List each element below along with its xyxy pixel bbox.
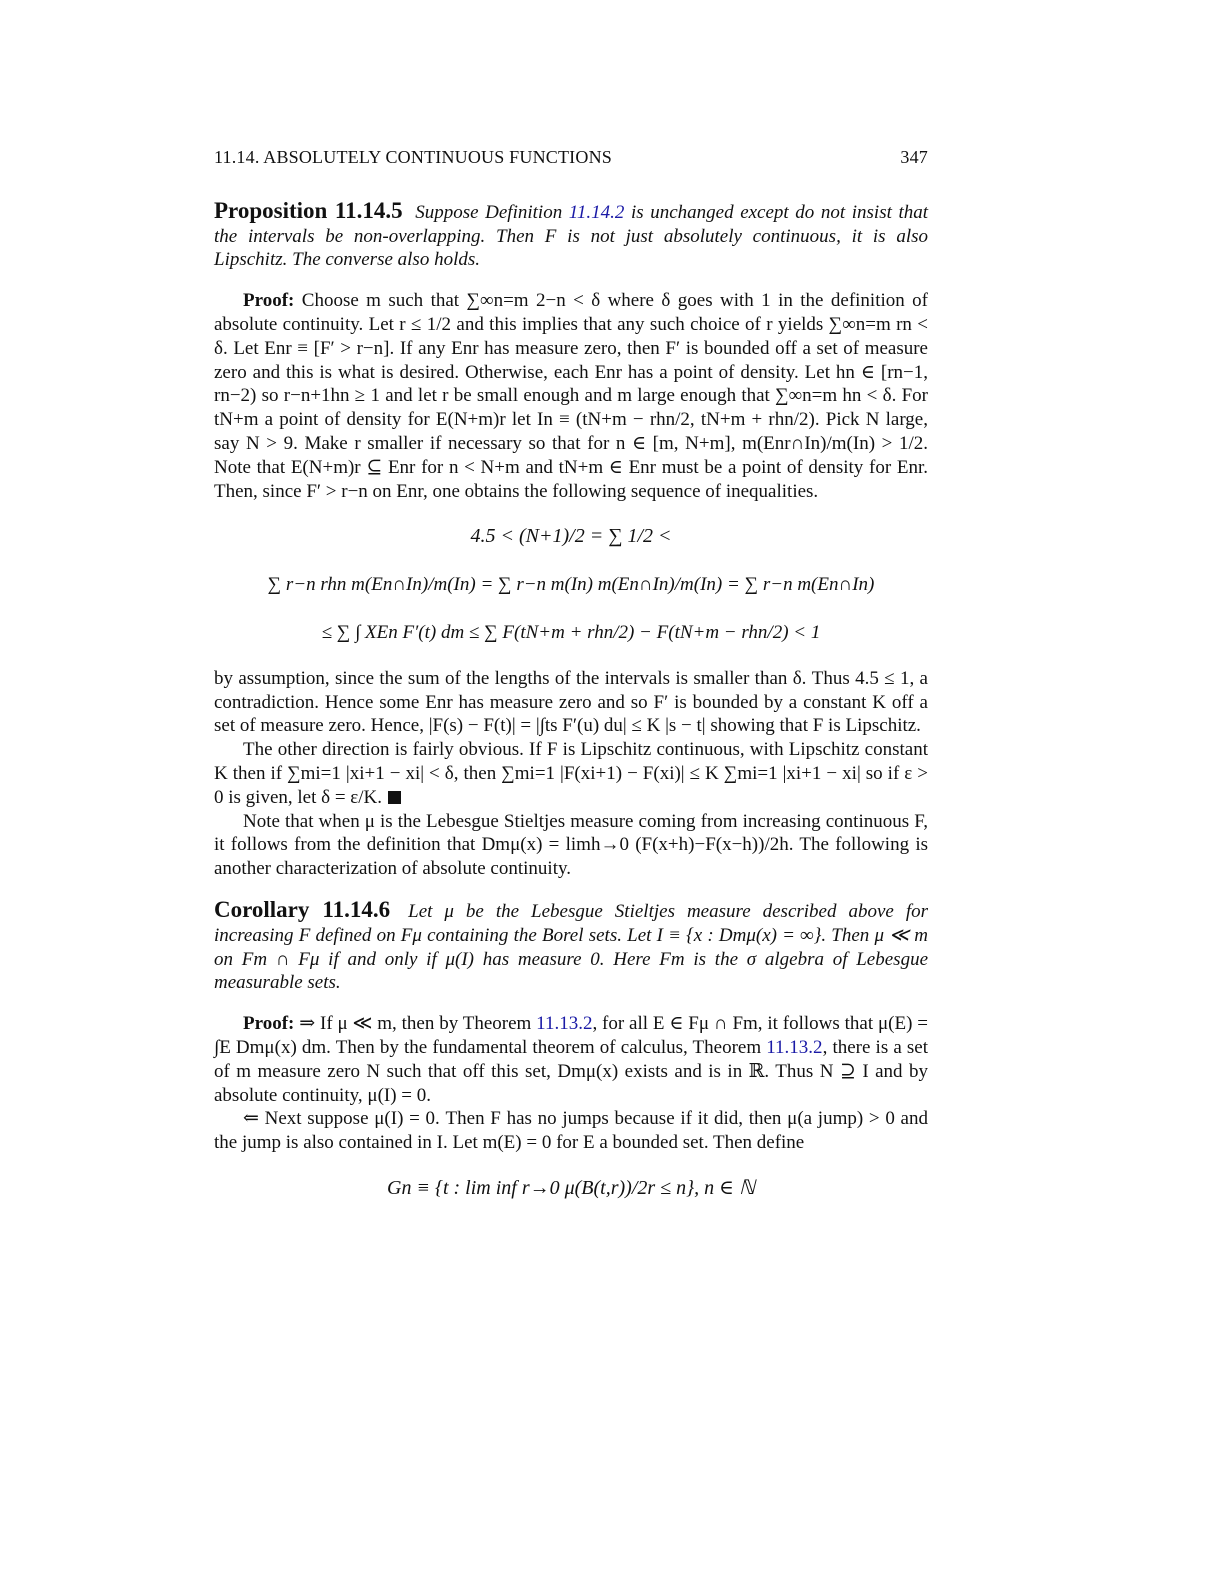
page (214, 146, 928, 1209)
qed-square-icon (388, 791, 401, 804)
proof-label: Proof: (243, 290, 295, 312)
paragraph-converse (214, 738, 928, 809)
running-header (214, 146, 928, 170)
proposition-text-a: Suppose Definition (415, 201, 569, 223)
equation-1-text: 4.5 < (N+1)/2 = ∑ 1/2 < (470, 525, 672, 548)
equation-2-text: ∑ r−n rhn m(En∩In)/m(In) = ∑ r−n m(In) m(En∩In)/m(In) = ∑ r−n m(En∩In) (267, 574, 875, 596)
equation-gn-text: Gn ≡ {t : lim inf r→0 μ(B(t,r))/2r ≤ n}, n ∈ ℕ (387, 1176, 755, 1199)
proof-paragraph-1 (214, 289, 928, 503)
definition-link[interactable]: 11.14.2 (568, 201, 625, 223)
proposition-11-14-5 (214, 199, 928, 272)
paragraph-note: Note that when μ is the Lebesgue Stieltjes measure coming from increasing continuous F, it follows from the definition that Dmμ(x) = limh→0 (F(x+h)−F(x−h))/2h. The following is another characterization of absolute continuity. (214, 810, 928, 880)
corollary-11-14-6 (214, 898, 928, 995)
proof-text-1: Choose m such that ∑∞n=m 2−n < δ where δ goes with 1 in the definition of absolute continuity. Let r ≤ 1/2 and this implies that any such choice of r yields ∑∞n=m rn < δ. Let Enr ≡ [F′ > r−n]. If any Enr has measure zero, then F′ is bounded off a set of measure zero and this is what is desired. Otherwise, each Enr has a point of density. Let hn ∈ [rn−1, rn−2) so r−n+1hn ≥ 1 and let r be small enough and m large enough that ∑∞n=m hn < δ. For tN+m a point of density for E(N+m)r let In ≡ (tN+m − rhn/2, tN+m + rhn/2). Pick N large, say N > 9. Make r smaller if necessary so that for n ∈ [m, N+m], m(Enr∩In)/m(In) > 1/2. Note that E(N+m)r ⊆ Enr for n < N+m and tN+m ∈ Enr must be a point of density for Enr. Then, since F′ > r−n on Enr, one obtains the following sequence of inequalities. (214, 290, 928, 502)
converse-text: The other direction is fairly obvious. If F is Lipschitz continuous, with Lipschitz constant K then if ∑mi=1 |xi+1 − xi| < δ, then ∑mi=1 |F(xi+1) − F(xi)| ≤ K ∑mi=1 |xi+1 − xi| so if ε > 0 is given, let δ = ε/K. (214, 739, 928, 808)
theorem-link-1[interactable]: 11.13.2 (536, 1013, 593, 1035)
proposition-label: Proposition 11.14.5 (214, 197, 403, 223)
paragraph-after-inequalities: by assumption, since the sum of the lengths of the intervals is smaller than δ. Thus 4.5 ≤ 1, a contradiction. Hence some Enr has measure zero and so F′ is bounded by a constant K off a set of measure zero. Hence, |F(s) − F(t)| = |∫ts F′(u) du| ≤ K |s − t| showing that F is Lipschitz. (214, 667, 928, 737)
equation-1 (214, 525, 928, 549)
corollary-label: Corollary 11.14.6 (214, 896, 391, 922)
proof-2-label: Proof: (243, 1013, 295, 1035)
proof-paragraph-2 (214, 1012, 928, 1107)
theorem-link-2[interactable]: 11.13.2 (766, 1036, 823, 1058)
equation-3 (214, 621, 928, 645)
corollary-text: Let μ be the Lebesgue Stieltjes measure described above for increasing F defined on Fμ containing the Borel sets. Let I ≡ {x : Dmμ(x) = ∞}. Then μ ≪ m on Fm ∩ Fμ if and only if μ(I) has measure 0. Here Fm is the σ algebra of Lebesgue measurable sets. (214, 900, 929, 994)
page-number: 347 (900, 147, 928, 167)
proposition-text-b: is unchanged except do not insist that the intervals be non-overlapping. Then F is not just absolutely continuous, it is also Lipschitz. The converse also holds. (214, 201, 929, 271)
proof-2-text-b: , for all E ∈ Fμ ∩ Fm, it follows that μ(E) = ∫E Dmμ(x) dm. Then by the fundamental theorem of calculus, Theorem (214, 1013, 928, 1058)
section-title: 11.14. ABSOLUTELY CONTINUOUS FUNCTIONS (214, 147, 612, 167)
proof-2-text-c: , there is a set of m measure zero N such that off this set, Dmμ(x) exists and is in ℝ. Thus N ⊇ I and by absolute continuity, μ(I) = 0. (214, 1036, 929, 1106)
equation-3-text: ≤ ∑ ∫ XEn F′(t) dm ≤ ∑ F(tN+m + rhn/2) − F(tN+m − rhn/2) < 1 (321, 621, 821, 643)
equation-gn (214, 1177, 928, 1201)
proof-paragraph-3: ⇐ Next suppose μ(I) = 0. Then F has no jumps because if it did, then μ(a jump) > 0 and the jump is also contained in I. Let m(E) = 0 for E a bounded set. Then define (214, 1108, 928, 1154)
equation-2 (214, 573, 928, 597)
proof-2-text-a: ⇒ If μ ≪ m, then by Theorem (299, 1013, 537, 1035)
